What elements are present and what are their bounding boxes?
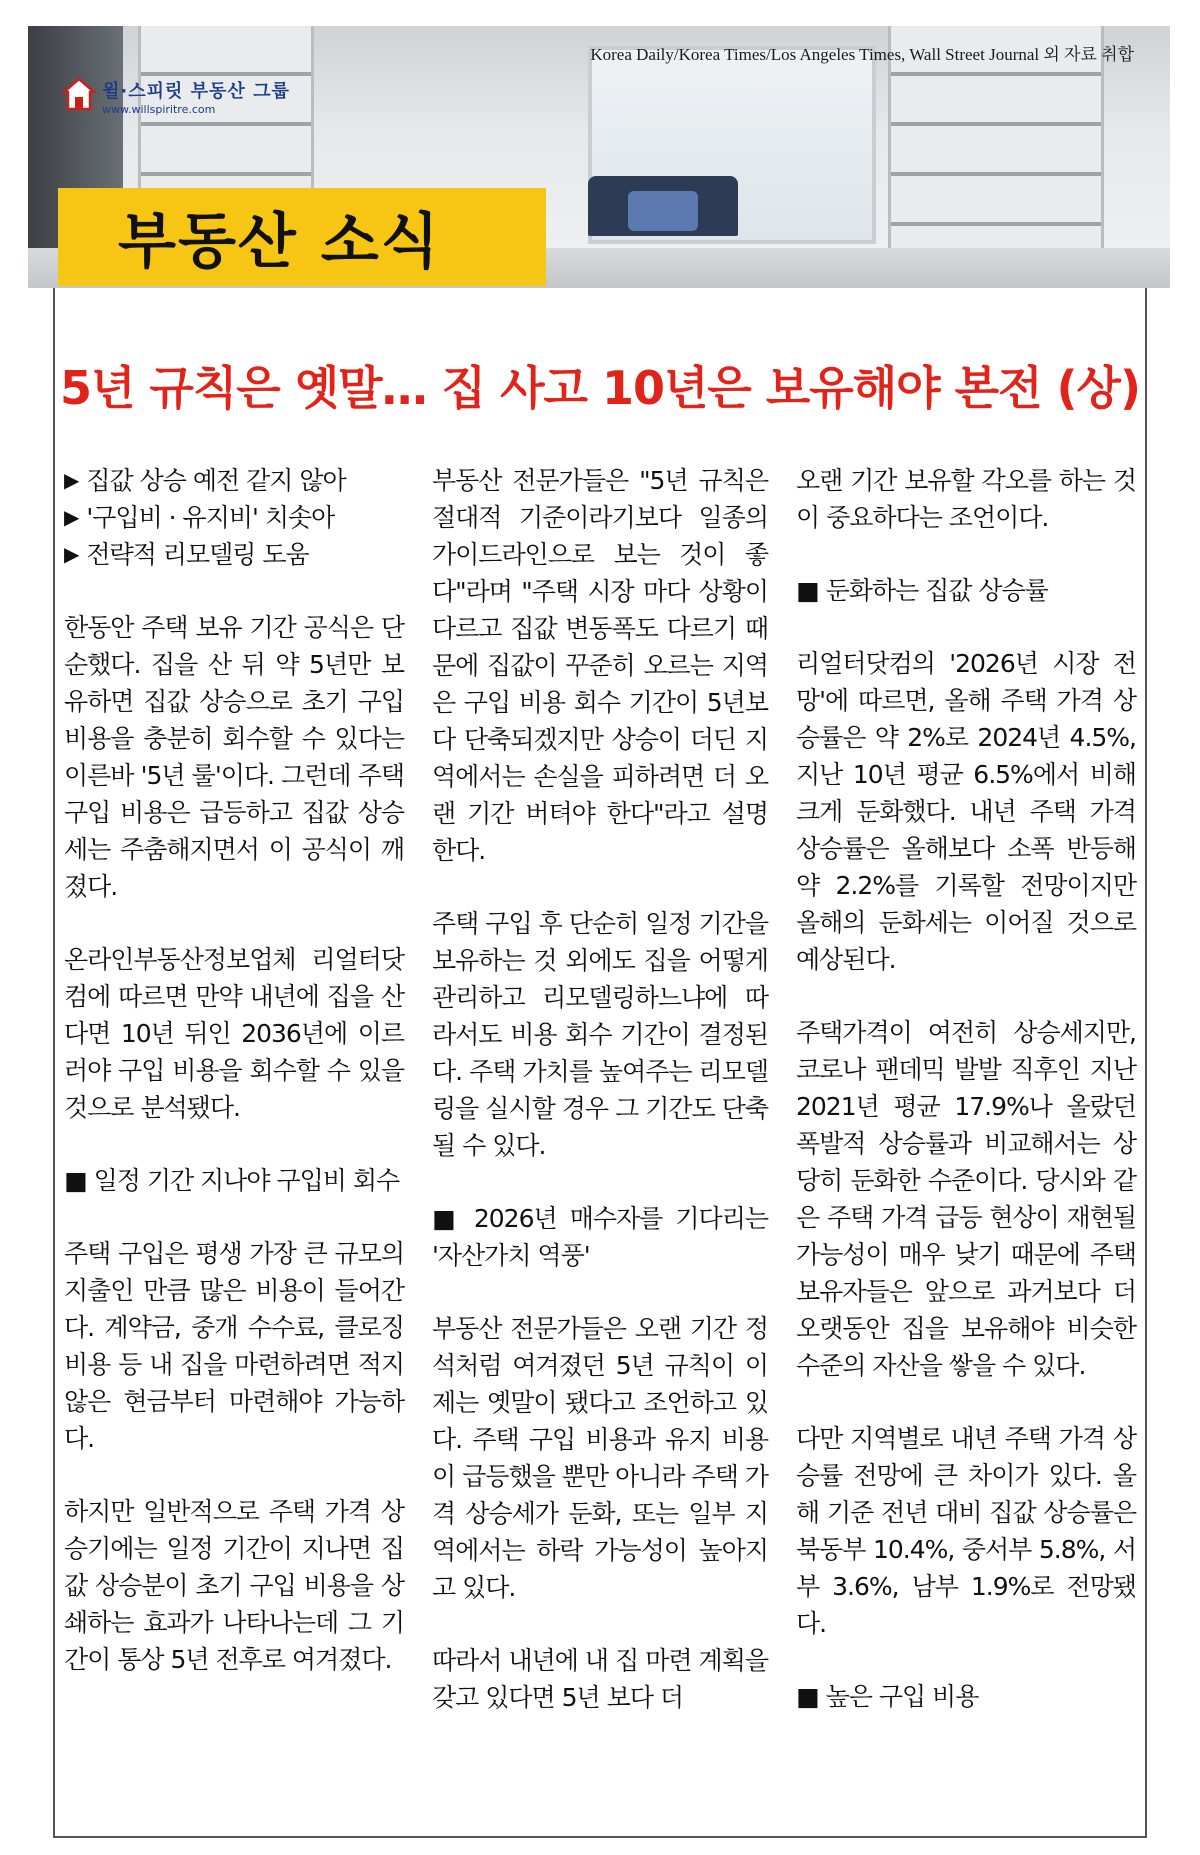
article-column-1 [64,462,404,1714]
paragraph: 리얼터닷컴의 '2026년 시장 전망'에 따르면, 올해 주택 가격 상승률은 약 2%로 2024년 4.5%, 지난 10년 평균 6.5%에서 비해 크게 둔화했다. 내년 주택 가격 상승률은 올해보다 소폭 반등해 약 2.2%를 기록할 전망이지만 올해의 둔화세는 이어질 것으로 예상된다. [796,649,1136,974]
section-title: 부동산 소식 [118,207,441,277]
summary-bullet: ▶ 전략적 리모델링 도움 [64,536,404,573]
company-logo [62,77,290,116]
paragraph: 주택 구입 후 단순히 일정 기간을 보유하는 것 외에도 집을 어떻게 관리하고 리모델링하느냐에 따라서도 비용 회수 기간이 결정된다. 주택 가치를 높여주는 리모델링을 실시할 경우 그 기간도 단축될 수 있다. [432,909,768,1160]
subheading: ■ 둔화하는 집값 상승률 [796,576,1048,605]
summary-bullet: ▶ 집값 상승 예전 같지 않아 [64,462,404,499]
subheading: ■ 2026년 매수자를 기다리는 '자산가치 역풍' [432,1204,768,1270]
triangle-bullet-icon: ▶ [64,468,79,492]
paragraph: 다만 지역별로 내년 주택 가격 상승률 전망에 큰 차이가 있다. 올해 기준 전년 대비 집값 상승률은 북동부 10.4%, 중서부 5.8%, 서부 3.6%, 남부 1.9%로 전망됐다. [796,1424,1136,1638]
house-logo-icon [62,77,96,111]
triangle-bullet-icon: ▶ [64,505,79,529]
article-column-3 [796,462,1136,1751]
subheading: ■ 일정 기간 지나야 구입비 회수 [64,1166,400,1195]
article-column-2 [432,462,768,1752]
paragraph: 하지만 일반적으로 주택 가격 상승기에는 일정 기간이 지나면 집값 상승분이 초기 구입 비용을 상쇄하는 효과가 나타나는데 그 기간이 통상 5년 전후로 여겨졌다. [64,1497,404,1674]
paragraph: 따라서 내년에 내 집 마련 계획을 갖고 있다면 5년 보다 더 [432,1646,768,1712]
summary-bullets [64,462,404,573]
paragraph: 주택가격이 여전히 상승세지만, 코로나 팬데믹 발발 직후인 지난 2021년 평균 17.9%나 올랐던 폭발적 상승률과 비교해서는 상당히 둔화한 수준이다. 당시와 같은 주택 가격 급등 현상이 재현될 가능성이 매우 낮기 때문에 주택 보유자들은 앞으로 과거보다 더 오랫동안 집을 보유해야 비슷한 수준의 자산을 쌓을 수 있다. [796,1018,1136,1380]
banner-photo-pillow [628,191,698,231]
paragraph: 부동산 전문가들은 오랜 기간 정석처럼 여겨졌던 5년 규칙이 이제는 옛말이 됐다고 조언하고 있다. 주택 구입 비용과 유지 비용이 급등했을 뿐만 아니라 주택 가격 상승세가 둔화, 또는 일부 지역에서는 하락 가능성이 높아지고 있다. [432,1314,768,1602]
summary-bullet: ▶ '구입비 · 유지비' 치솟아 [64,499,404,536]
paragraph: 한동안 주택 보유 기간 공식은 단순했다. 집을 산 뒤 약 5년만 보유하면 집값 상승으로 초기 구입 비용을 충분히 회수할 수 있다는 이른바 '5년 룰'이다. 그런데 주택 구입 비용은 급등하고 집값 상승세는 주춤해지면서 이 공식이 깨졌다. [64,613,404,901]
paragraph: 온라인부동산정보업체 리얼터닷컴에 따르면 만약 내년에 집을 산다면 10년 뒤인 2036년에 이르러야 구입 비용을 회수할 수 있을 것으로 분석됐다. [64,945,404,1122]
logo-name: 윌·스피릿 부동산 그룹 [102,81,290,102]
article-headline: 5년 규칙은 옛말… 집 사고 10년은 보유해야 본전 (상) [59,361,1141,415]
paragraph: 부동산 전문가들은 "5년 규칙은 절대적 기준이라기보다 일종의 가이드라인으로 보는 것이 좋다"라며 "주택 시장 마다 상황이 다르고 집값 변동폭도 다르기 때문에 집값이 꾸준히 오르는 지역은 구입 비용 회수 기간이 5년보다 단축되겠지만 상승이 더딘 지역에서는 손실을 피하려면 더 오랜 기간 버텨야 한다"라고 설명한다. [432,466,768,865]
paragraph: 오랜 기간 보유할 각오를 하는 것이 중요하다는 조언이다. [796,466,1136,532]
subheading: ■ 높은 구입 비용 [796,1682,979,1711]
triangle-bullet-icon: ▶ [64,542,79,566]
sources-credit: Korea Daily/Korea Times/Los Angeles Times, Wall Street Journal 외 자료 취합 [590,45,1134,64]
logo-url: www.willspiritre.com [102,103,216,116]
paragraph: 주택 구입은 평생 가장 큰 규모의 지출인 만큼 많은 비용이 들어간다. 계약금, 중개 수수료, 클로징 비용 등 내 집을 마련하려면 적지 않은 현금부터 마련해야 가능하다. [64,1239,404,1453]
